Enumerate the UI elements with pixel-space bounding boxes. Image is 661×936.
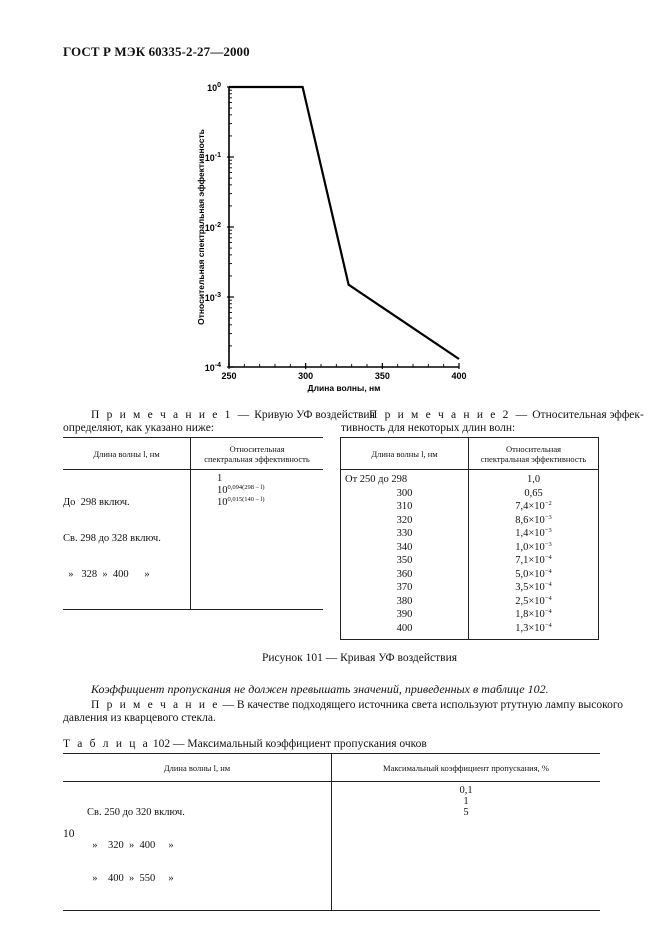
note2-row-11-wl: 390 bbox=[396, 609, 413, 620]
note2-row-7-exp: −4 bbox=[544, 554, 552, 561]
note2-row-4-wl: 320 bbox=[396, 514, 413, 526]
note1-row-2-wl: Св. 298 до 328 включ. bbox=[63, 533, 161, 544]
note2-row-1-val bbox=[469, 473, 598, 487]
note2-row-3-num: 7,4×10 bbox=[515, 501, 545, 512]
note2-row-12-exp: −4 bbox=[544, 621, 552, 629]
note2-row-8-exp: −4 bbox=[544, 567, 552, 575]
note2-row-7-num: 7,1×10 bbox=[515, 555, 545, 566]
table102-row-2-wl: » 320 » 400 » bbox=[87, 840, 174, 851]
note1-col1-header: Длина волны l, нм bbox=[63, 438, 191, 470]
note2-col2-header-a: Относительная bbox=[505, 443, 562, 454]
x-axis-label: Длина волны, нм bbox=[307, 383, 381, 393]
note2-col2-header bbox=[469, 438, 599, 470]
table102-row-1-val: 0,1 bbox=[459, 785, 473, 796]
note2-row-7-val bbox=[469, 554, 598, 568]
x-tick-label: 300 bbox=[298, 371, 314, 381]
note1-row-3-base: 10 bbox=[217, 497, 228, 508]
table102-title bbox=[63, 738, 427, 751]
page-number: 10 bbox=[63, 828, 75, 840]
table102-val-cell bbox=[332, 782, 601, 911]
y-tick-label: $10^{-4}$ bbox=[204, 362, 221, 373]
y-axis-label: Относительная спектральная эффективность bbox=[196, 129, 206, 325]
note2-row-10-wl: 380 bbox=[396, 595, 413, 607]
note1-row-3-exp: 0,015(140 – l) bbox=[227, 496, 265, 503]
y-tick-label: $10^{-3}$ bbox=[204, 292, 221, 303]
note2-row-1-num: 1,0 bbox=[526, 474, 541, 485]
note3-label: П р и м е ч а н и е bbox=[91, 699, 220, 711]
table102-row-1-wl: Св. 250 до 320 включ. bbox=[87, 807, 185, 818]
document-header: ГОСТ Р МЭК 60335-2-27—2000 bbox=[63, 44, 250, 59]
note2-row-6-wl: 340 bbox=[396, 541, 413, 553]
table102-wl-cell bbox=[63, 782, 332, 911]
note2-line2: тивность для некоторых длин волн: bbox=[341, 422, 516, 434]
note2-row-6-exp: −3 bbox=[544, 540, 552, 548]
note2-row-4-exp: −3 bbox=[544, 513, 552, 521]
note2-row-5-exp: −3 bbox=[544, 527, 552, 534]
table102-col1-header: Длина волны l, нм bbox=[63, 754, 332, 782]
note2-row-4-num: 8,6×10 bbox=[515, 514, 545, 526]
note2-row-2-wl: 300 bbox=[396, 487, 413, 499]
note1-row-3-wl: » 328 » 400 » bbox=[63, 569, 150, 580]
note2-row-11-val bbox=[469, 608, 598, 622]
note1-col2-header-b: спектральная эффективность bbox=[204, 453, 310, 464]
note2-row-12-num: 1,3×10 bbox=[515, 622, 545, 634]
note2-row-5-wl: 330 bbox=[396, 528, 413, 539]
note2-row-8-wl: 360 bbox=[396, 568, 413, 580]
note2-row-12-val bbox=[469, 622, 598, 636]
uv-curve-line bbox=[229, 87, 459, 359]
x-tick-label: 350 bbox=[374, 371, 390, 381]
uv-effect-chart bbox=[0, 0, 661, 400]
note3-line2: давления из кварцевого стекла. bbox=[63, 712, 216, 724]
italic-statement: Коэффициент пропускания не должен превышать значений, приведенных в таблице 102. bbox=[91, 682, 549, 696]
note2-row-3-wl: 310 bbox=[396, 501, 413, 512]
note1-row-2-base: 10 bbox=[217, 485, 228, 496]
note1-wl-cell bbox=[63, 470, 191, 610]
note2-row-5-num: 1,4×10 bbox=[515, 528, 545, 539]
note2-row-9-exp: −4 bbox=[544, 581, 552, 588]
note2-row-3-exp: −2 bbox=[544, 500, 552, 507]
note2-row-9-wl: 370 bbox=[396, 582, 413, 593]
note2-val-cell bbox=[469, 470, 599, 640]
note2-row-1-wl: От 250 до 298 bbox=[345, 474, 408, 485]
x-tick-label: 250 bbox=[221, 371, 237, 381]
table-102 bbox=[63, 753, 600, 911]
note1-col2-header-a: Относительная bbox=[229, 443, 285, 454]
y-tick-label: $10^{-1}$ bbox=[204, 152, 221, 163]
note1-val-cell bbox=[191, 470, 324, 610]
note2-row-9-num: 3,5×10 bbox=[515, 582, 545, 593]
note2-col1-header: Длина волны l, нм bbox=[341, 438, 469, 470]
note2-row-2-num: 0,65 bbox=[524, 487, 543, 499]
note2-text: Относительная эффек- bbox=[532, 409, 644, 421]
note3-line1 bbox=[91, 699, 624, 712]
figure-caption: Рисунок 101 — Кривая УФ воздействия bbox=[262, 652, 458, 664]
note1-text: Кривую УФ воздействия bbox=[254, 409, 375, 421]
y-tick-label: $10^0$ bbox=[207, 82, 221, 93]
note2-row-9-val bbox=[469, 581, 598, 595]
table102-col2-header: Максимальный коэффициент пропускания, % bbox=[332, 754, 601, 782]
note1-label: П р и м е ч а н и е 1 — bbox=[91, 409, 252, 421]
note2-row-6-val bbox=[469, 541, 598, 555]
note1-table bbox=[63, 437, 323, 610]
note2-row-3-val bbox=[469, 500, 598, 514]
note2-label: П р и м е ч а н и е 2 — bbox=[369, 409, 530, 421]
note1-line2: определяют, как указано ниже: bbox=[63, 422, 215, 434]
note2-col2-header-b: спектральная эффективность bbox=[480, 453, 587, 464]
table102-row-3-wl: » 400 » 550 » bbox=[87, 873, 174, 884]
note2-row-4-val bbox=[469, 514, 598, 528]
note2-row-8-num: 5,0×10 bbox=[515, 568, 545, 580]
note2-row-11-exp: −4 bbox=[544, 608, 552, 615]
note2-row-2-val bbox=[469, 487, 598, 501]
note1-row-2-exp: 0,094(298 – l) bbox=[227, 484, 265, 491]
y-tick-label: $10^{-2}$ bbox=[204, 222, 221, 233]
table102-row-2-val: 1 bbox=[463, 796, 469, 807]
note1-row-1-base: 1 bbox=[217, 473, 223, 484]
note1-row-3-val bbox=[217, 497, 323, 509]
note3-text: — В качестве подходящего источника света используют ртутную лампу высокого bbox=[219, 699, 624, 711]
note2-row-11-num: 1,8×10 bbox=[515, 609, 545, 620]
note2-table bbox=[340, 437, 599, 640]
note1-row-1-wl: До 298 включ. bbox=[63, 497, 130, 508]
note2-line1 bbox=[369, 409, 644, 422]
note2-row-10-val bbox=[469, 595, 598, 609]
note2-row-8-val bbox=[469, 568, 598, 582]
note2-row-5-val bbox=[469, 527, 598, 541]
note2-row-10-num: 2,5×10 bbox=[515, 595, 545, 607]
table102-row-3-val: 5 bbox=[463, 807, 469, 818]
note2-row-7-wl: 350 bbox=[396, 555, 413, 566]
note2-row-10-exp: −4 bbox=[544, 594, 552, 602]
note2-row-12-wl: 400 bbox=[396, 622, 413, 634]
note1-line1 bbox=[91, 409, 375, 422]
note1-col2-header bbox=[191, 438, 324, 470]
note2-wl-cell bbox=[341, 470, 469, 640]
table102-title-text: 102 — Максимальный коэффициент пропускания очков bbox=[149, 738, 427, 750]
x-tick-label: 400 bbox=[451, 371, 467, 381]
note2-row-6-num: 1,0×10 bbox=[515, 541, 545, 553]
table102-title-label: Т а б л и ц а bbox=[63, 738, 150, 750]
